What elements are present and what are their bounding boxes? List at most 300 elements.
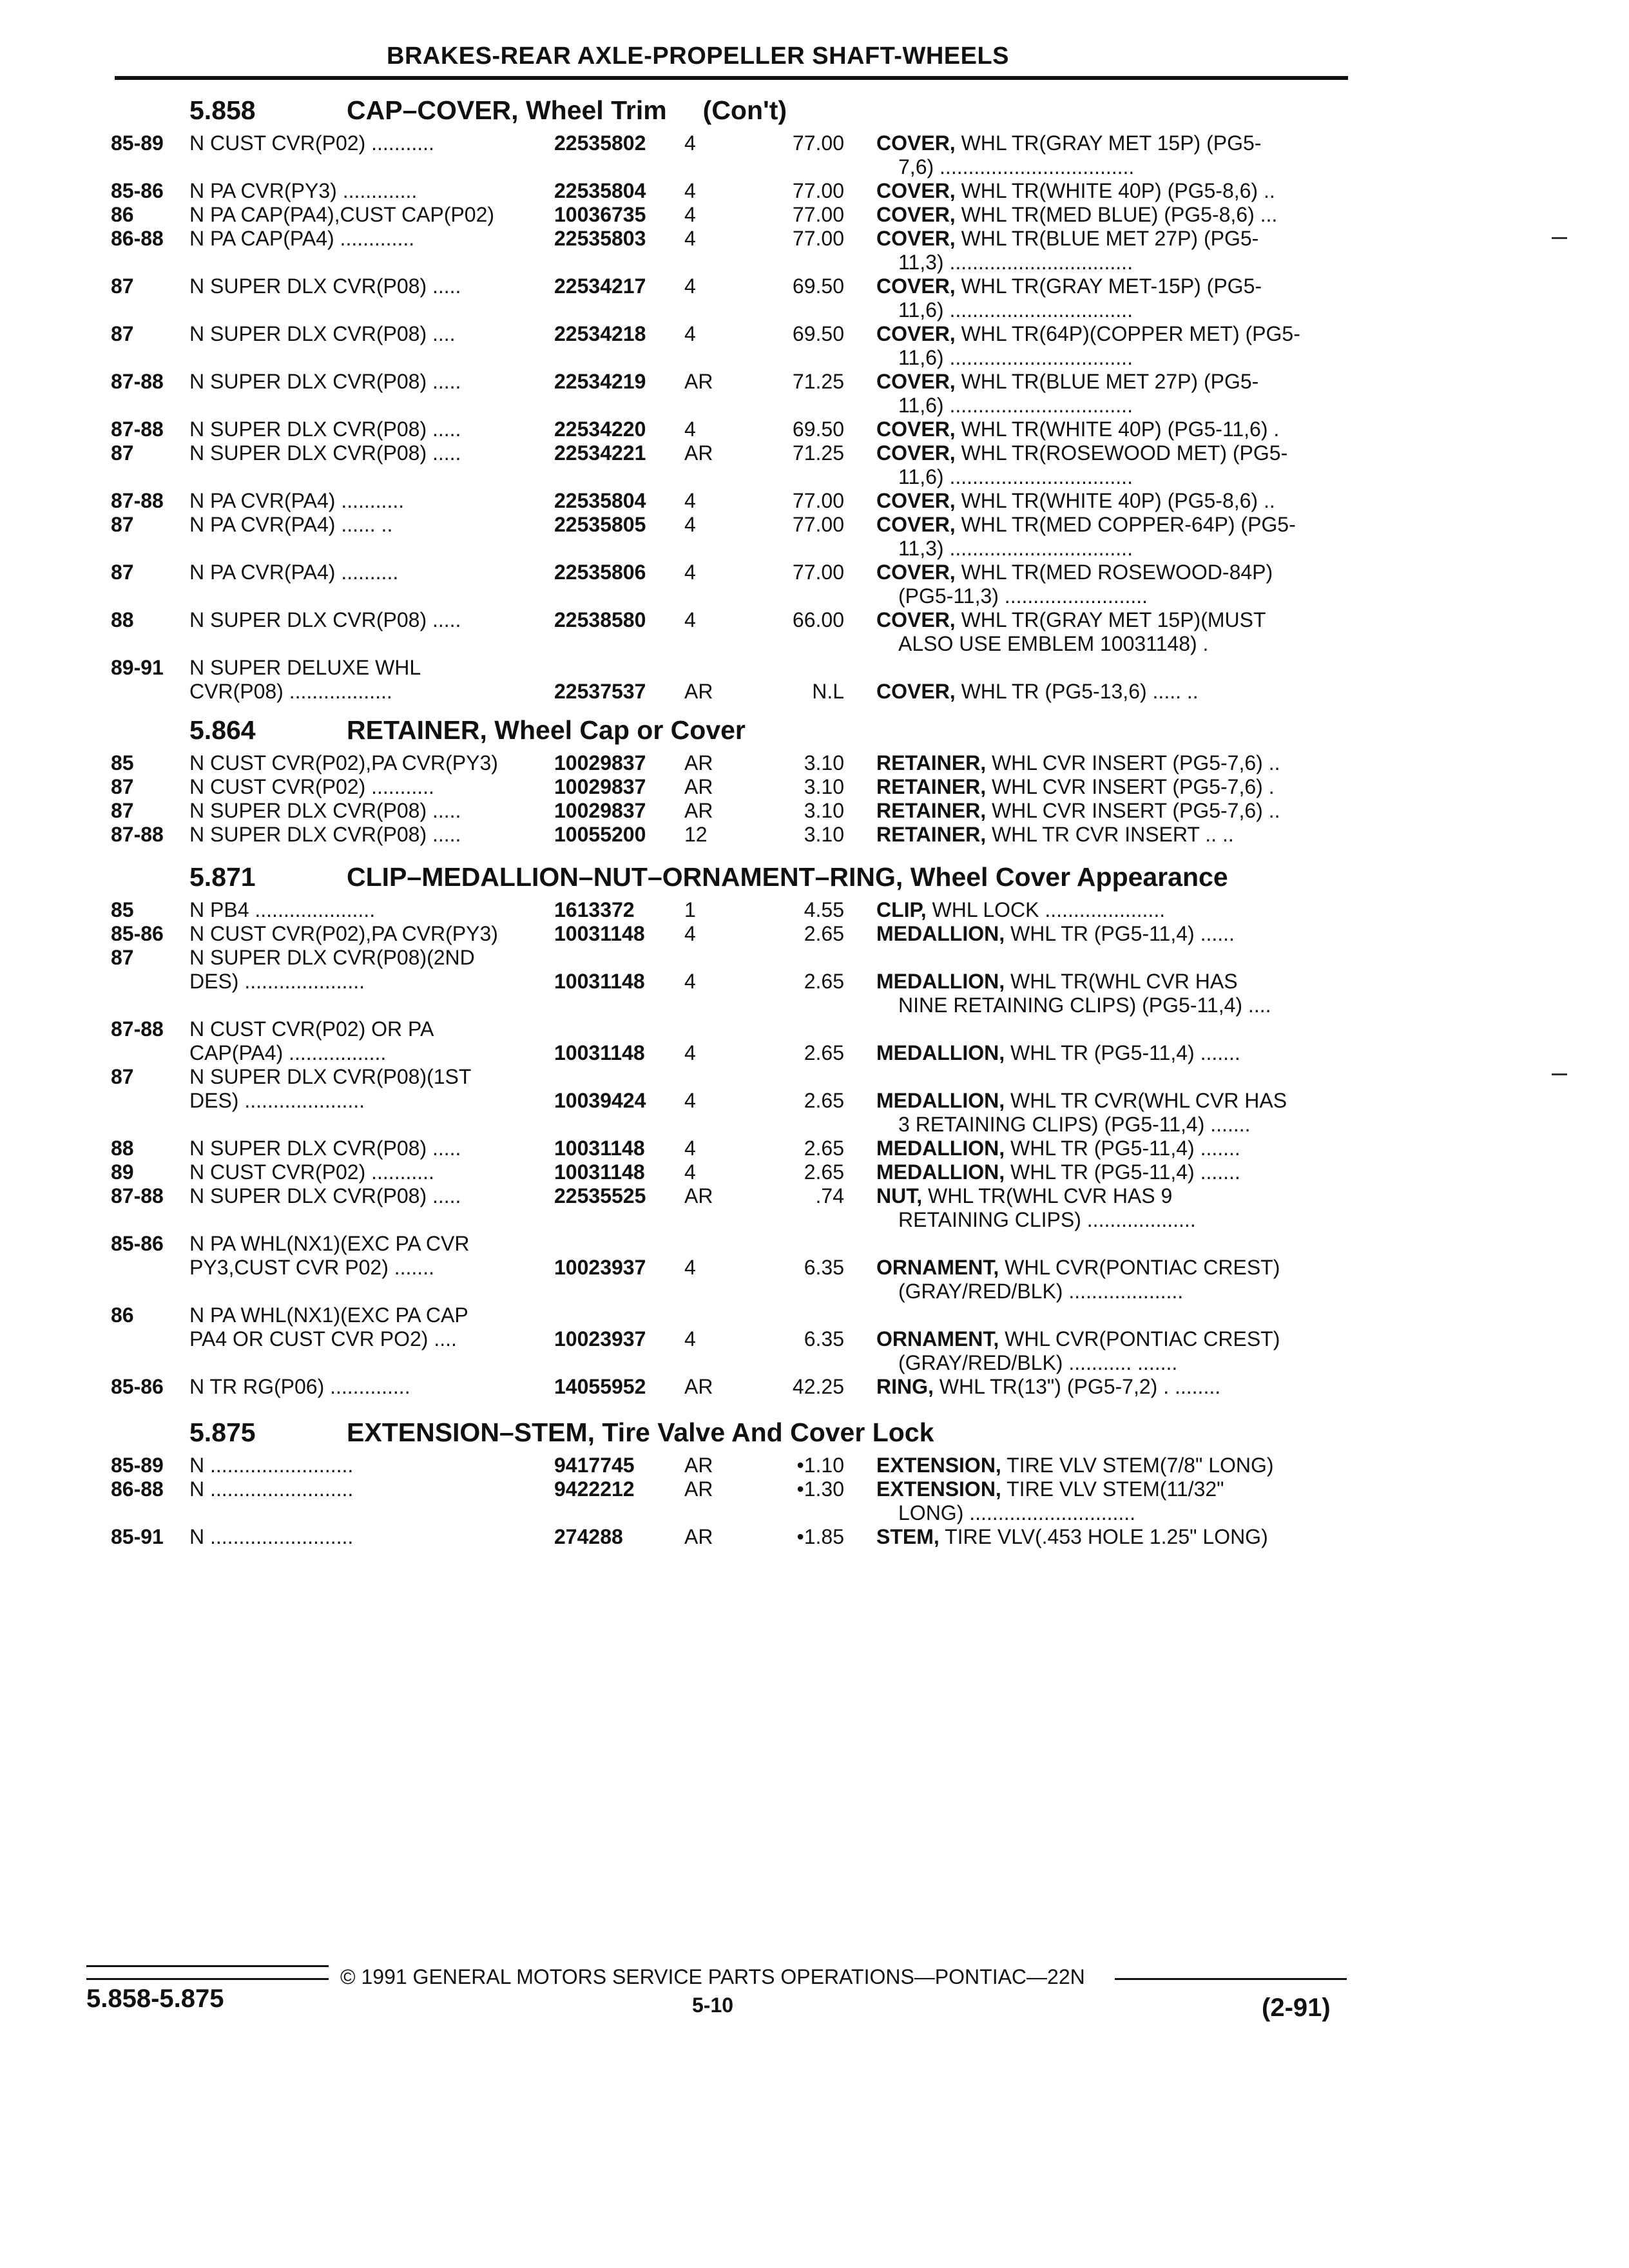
quantity: 1 <box>684 898 696 921</box>
description-continuation: (GRAY/RED/BLK) .................... <box>898 1280 1184 1303</box>
quantity: 4 <box>684 513 696 536</box>
description-text: WHL TR(BLUE MET 27P) (PG5- <box>961 370 1259 393</box>
model-years: 87 <box>111 1065 134 1088</box>
part-number: 22535802 <box>554 131 646 155</box>
quantity: AR <box>684 751 713 774</box>
price: 69.50 <box>792 322 844 345</box>
price: 3.10 <box>804 823 844 846</box>
description <box>876 227 1258 250</box>
model-years: 85-86 <box>111 922 164 945</box>
description-keyword: ORNAMENT, <box>876 1327 999 1350</box>
quantity: 4 <box>684 179 696 202</box>
description-keyword: RETAINER, <box>876 823 987 846</box>
part-number: 22534218 <box>554 322 646 345</box>
description-text: WHL TR(GRAY MET 15P) (PG5- <box>961 131 1262 155</box>
price: 6.35 <box>804 1256 844 1279</box>
model-years: 85-86 <box>111 1232 164 1255</box>
quantity: AR <box>684 1477 713 1501</box>
description-text: WHL TR (PG5-11,4) ....... <box>1010 1137 1240 1160</box>
quantity: 4 <box>684 227 696 250</box>
section-heading <box>189 1418 934 1448</box>
description-keyword: MEDALLION, <box>876 1041 1005 1064</box>
quantity: AR <box>684 775 713 798</box>
footer-page-number: 5-10 <box>692 1994 734 2017</box>
application: N PA CVR(PY3) ............. <box>189 179 418 202</box>
application: N CUST CVR(P02),PA CVR(PY3) <box>189 922 498 945</box>
description <box>876 775 1275 798</box>
footer-date: (2-91) <box>1262 1994 1331 2022</box>
description <box>876 1160 1240 1184</box>
part-number: 10031148 <box>554 970 645 993</box>
footer-copyright: © 1991 GENERAL MOTORS SERVICE PARTS OPERATIONS—PONTIAC—22N <box>340 1965 1085 1988</box>
description-keyword: COVER, <box>876 608 956 631</box>
model-years: 85-91 <box>111 1525 164 1548</box>
section-number: 5.875 <box>189 1418 256 1447</box>
price: 3.10 <box>804 799 844 822</box>
description-continuation: (PG5-11,3) ......................... <box>898 584 1148 608</box>
description-continuation: 11,3) ................................ <box>898 537 1133 560</box>
description-text: WHL CVR INSERT (PG5-7,6) .. <box>991 751 1280 774</box>
price: 77.00 <box>792 561 844 584</box>
description-keyword: ORNAMENT, <box>876 1256 999 1279</box>
application: N SUPER DLX CVR(P08)(1ST <box>189 1065 472 1088</box>
part-number: 10023937 <box>554 1256 646 1279</box>
description <box>876 1375 1220 1398</box>
description <box>876 922 1235 945</box>
description <box>876 970 1238 993</box>
description-text: WHL LOCK ..................... <box>932 898 1166 921</box>
margin-dash <box>1552 237 1567 239</box>
description-continuation: 11,6) ................................ <box>898 465 1133 488</box>
price: 6.35 <box>804 1327 844 1350</box>
description <box>876 1041 1240 1064</box>
model-years: 87 <box>111 775 134 798</box>
model-years: 86-88 <box>111 1477 164 1501</box>
section-title: EXTENSION–STEM, Tire Valve And Cover Lock <box>347 1418 934 1447</box>
model-years: 85 <box>111 898 134 921</box>
application: N ......................... <box>189 1454 354 1477</box>
part-number: 10036735 <box>554 203 646 226</box>
part-number: 22535805 <box>554 513 646 536</box>
description-text: WHL TR (PG5-13,6) ..... .. <box>961 680 1199 703</box>
quantity: AR <box>684 441 713 465</box>
application: N PA WHL(NX1)(EXC PA CAP <box>189 1303 468 1327</box>
part-number: 10055200 <box>554 823 646 846</box>
model-years: 85-89 <box>111 1454 164 1477</box>
price: 77.00 <box>792 179 844 202</box>
quantity: 4 <box>684 1327 696 1350</box>
description-keyword: RETAINER, <box>876 751 987 774</box>
description-continuation: 11,6) ................................ <box>898 394 1133 417</box>
description <box>876 513 1296 536</box>
model-years: 85-86 <box>111 179 164 202</box>
description-keyword: COVER, <box>876 203 956 226</box>
model-years: 88 <box>111 608 134 631</box>
description-continuation: 7,6) .................................. <box>898 155 1135 178</box>
description-text: WHL TR(MED COPPER-64P) (PG5- <box>961 513 1296 536</box>
price: 77.00 <box>792 203 844 226</box>
part-number: 10029837 <box>554 775 646 798</box>
footer-section-range: 5.858-5.875 <box>86 1984 224 2013</box>
quantity: 12 <box>684 823 708 846</box>
part-number: 22534221 <box>554 441 646 465</box>
application: DES) ..................... <box>189 1089 365 1112</box>
price: 2.65 <box>804 1137 844 1160</box>
description-keyword: NUT, <box>876 1184 923 1207</box>
description-keyword: EXTENSION, <box>876 1477 1001 1501</box>
description <box>876 561 1273 584</box>
price: 71.25 <box>792 441 844 465</box>
part-number: 274288 <box>554 1525 623 1548</box>
price: •1.85 <box>796 1525 844 1548</box>
quantity: 4 <box>684 203 696 226</box>
application: N PB4 ..................... <box>189 898 376 921</box>
description-keyword: COVER, <box>876 179 956 202</box>
description-keyword: COVER, <box>876 274 956 298</box>
price: 4.55 <box>804 898 844 921</box>
description-text: WHL CVR(PONTIAC CREST) <box>1005 1327 1280 1350</box>
description-text: TIRE VLV STEM(7/8" LONG) <box>1007 1454 1274 1477</box>
application: N PA CVR(PA4) ...... .. <box>189 513 393 536</box>
description <box>876 1327 1280 1350</box>
model-years: 89 <box>111 1160 134 1184</box>
footer-rule-bottom-left <box>86 1965 329 1967</box>
model-years: 87 <box>111 561 134 584</box>
price: •1.30 <box>796 1477 844 1501</box>
part-number: 10031148 <box>554 1160 645 1184</box>
application: N SUPER DELUXE WHL <box>189 656 421 679</box>
description-text: WHL TR CVR(WHL CVR HAS <box>1010 1089 1287 1112</box>
application: N CUST CVR(P02) ........... <box>189 775 434 798</box>
section-heading <box>189 95 787 126</box>
model-years: 88 <box>111 1137 134 1160</box>
price: 42.25 <box>792 1375 844 1398</box>
part-number: 22535804 <box>554 489 646 512</box>
description-text: WHL TR (PG5-11,4) ....... <box>1010 1160 1240 1184</box>
application: N SUPER DLX CVR(P08) ..... <box>189 799 461 822</box>
model-years: 87 <box>111 441 134 465</box>
quantity: AR <box>684 799 713 822</box>
part-number: 22534219 <box>554 370 646 393</box>
model-years: 87-88 <box>111 418 164 441</box>
part-number: 22537537 <box>554 680 646 703</box>
description-text: WHL TR(ROSEWOOD MET) (PG5- <box>961 441 1288 465</box>
description <box>876 131 1261 155</box>
description-text: WHL CVR INSERT (PG5-7,6) . <box>991 775 1275 798</box>
part-number: 14055952 <box>554 1375 646 1398</box>
price: .74 <box>815 1184 844 1207</box>
application: N ......................... <box>189 1477 354 1501</box>
description-text: WHL TR(WHITE 40P) (PG5-8,6) .. <box>961 489 1275 512</box>
model-years: 87-88 <box>111 1017 164 1041</box>
quantity: 4 <box>684 608 696 631</box>
part-number: 10023937 <box>554 1327 646 1350</box>
section-number: 5.871 <box>189 862 256 892</box>
description-continuation: 11,3) ................................ <box>898 251 1133 274</box>
description <box>876 799 1280 822</box>
application: N SUPER DLX CVR(P08) ..... <box>189 1137 461 1160</box>
description-keyword: EXTENSION, <box>876 1454 1001 1477</box>
model-years: 87-88 <box>111 823 164 846</box>
section-continued: (Con't) <box>702 95 787 125</box>
margin-dash <box>1552 1073 1567 1075</box>
price: 71.25 <box>792 370 844 393</box>
description-keyword: MEDALLION, <box>876 1137 1005 1160</box>
quantity: 4 <box>684 970 696 993</box>
part-number: 10031148 <box>554 1041 645 1064</box>
description <box>876 203 1277 226</box>
description-continuation: 11,6) ................................ <box>898 346 1133 369</box>
quantity: AR <box>684 1375 713 1398</box>
application: N TR RG(P06) .............. <box>189 1375 410 1398</box>
description-continuation: 3 RETAINING CLIPS) (PG5-11,4) ....... <box>898 1113 1251 1136</box>
application: PA4 OR CUST CVR PO2) .... <box>189 1327 457 1350</box>
description-continuation: (GRAY/RED/BLK) ........... ....... <box>898 1351 1178 1374</box>
price: 69.50 <box>792 418 844 441</box>
part-number: 9422212 <box>554 1477 635 1501</box>
quantity: AR <box>684 370 713 393</box>
description-keyword: COVER, <box>876 418 956 441</box>
description-text: WHL TR(WHITE 40P) (PG5-8,6) .. <box>961 179 1275 202</box>
description-keyword: COVER, <box>876 561 956 584</box>
price: 2.65 <box>804 1160 844 1184</box>
model-years: 86 <box>111 203 134 226</box>
description-keyword: COVER, <box>876 131 956 155</box>
part-number: 10029837 <box>554 799 646 822</box>
description <box>876 751 1280 774</box>
price: 66.00 <box>792 608 844 631</box>
part-number: 22538580 <box>554 608 646 631</box>
section-number: 5.864 <box>189 715 256 745</box>
description-keyword: COVER, <box>876 370 956 393</box>
quantity: 4 <box>684 561 696 584</box>
description <box>876 322 1300 345</box>
quantity: 4 <box>684 489 696 512</box>
description-keyword: STEM, <box>876 1525 940 1548</box>
description-keyword: RING, <box>876 1375 934 1398</box>
description-text: WHL CVR INSERT (PG5-7,6) .. <box>991 799 1280 822</box>
description-text: TIRE VLV STEM(11/32" <box>1007 1477 1224 1501</box>
description-text: WHL CVR(PONTIAC CREST) <box>1005 1256 1280 1279</box>
section-title: CAP–COVER, Wheel Trim <box>347 95 667 125</box>
description <box>876 179 1275 202</box>
application: N SUPER DLX CVR(P08) ..... <box>189 274 461 298</box>
description <box>876 680 1199 703</box>
description <box>876 418 1279 441</box>
part-number: 1613372 <box>554 898 635 921</box>
application: N ......................... <box>189 1525 354 1548</box>
part-number: 22534217 <box>554 274 646 298</box>
model-years: 87 <box>111 322 134 345</box>
application: N CUST CVR(P02) ........... <box>189 131 434 155</box>
description-keyword: COVER, <box>876 680 956 703</box>
application: N PA CVR(PA4) ........... <box>189 489 405 512</box>
quantity: 4 <box>684 1041 696 1064</box>
price: 77.00 <box>792 513 844 536</box>
description <box>876 1184 1172 1207</box>
application: N SUPER DLX CVR(P08) ..... <box>189 823 461 846</box>
description <box>876 1137 1240 1160</box>
quantity: 4 <box>684 322 696 345</box>
application: CVR(P08) .................. <box>189 680 392 703</box>
description <box>876 1454 1274 1477</box>
description <box>876 823 1234 846</box>
application: PY3,CUST CVR P02) ....... <box>189 1256 434 1279</box>
model-years: 85-86 <box>111 1375 164 1398</box>
model-years: 86 <box>111 1303 134 1327</box>
description-keyword: COVER, <box>876 513 956 536</box>
part-number: 10031148 <box>554 1137 645 1160</box>
application: N SUPER DLX CVR(P08) ..... <box>189 370 461 393</box>
price: 2.65 <box>804 1041 844 1064</box>
part-number: 22535806 <box>554 561 646 584</box>
application: N PA CAP(PA4) ............. <box>189 227 415 250</box>
footer-rule-left <box>86 1978 329 1980</box>
description-text: WHL TR (PG5-11,4) ....... <box>1010 1041 1240 1064</box>
application: N CUST CVR(P02) OR PA <box>189 1017 434 1041</box>
description <box>876 898 1165 921</box>
price: 3.10 <box>804 775 844 798</box>
section-heading <box>189 715 746 745</box>
description-keyword: MEDALLION, <box>876 970 1005 993</box>
description <box>876 608 1266 631</box>
application: N PA CVR(PA4) .......... <box>189 561 399 584</box>
model-years: 87-88 <box>111 370 164 393</box>
application: N CUST CVR(P02),PA CVR(PY3) <box>189 751 498 774</box>
footer-rule-right <box>1115 1978 1347 1980</box>
application: DES) ..................... <box>189 970 365 993</box>
description-continuation: LONG) ............................. <box>898 1501 1136 1524</box>
description-continuation: NINE RETAINING CLIPS) (PG5-11,4) .... <box>898 994 1271 1017</box>
description-text: WHL TR(64P)(COPPER MET) (PG5- <box>961 322 1300 345</box>
part-number: 9417745 <box>554 1454 635 1477</box>
description <box>876 1477 1224 1501</box>
description-keyword: MEDALLION, <box>876 1089 1005 1112</box>
section-title: RETAINER, Wheel Cap or Cover <box>347 715 746 745</box>
quantity: 4 <box>684 1160 696 1184</box>
application: N PA WHL(NX1)(EXC PA CVR <box>189 1232 470 1255</box>
description-text: WHL TR(13") (PG5-7,2) . ........ <box>939 1375 1221 1398</box>
description-text: WHL TR(GRAY MET 15P)(MUST <box>961 608 1266 631</box>
description-text: WHL TR(WHITE 40P) (PG5-11,6) . <box>961 418 1280 441</box>
quantity: 4 <box>684 418 696 441</box>
description <box>876 1256 1280 1279</box>
model-years: 87 <box>111 513 134 536</box>
section-heading <box>189 862 1228 892</box>
application: CAP(PA4) ................. <box>189 1041 387 1064</box>
description-text: WHL TR (PG5-11,4) ...... <box>1010 922 1235 945</box>
price: 2.65 <box>804 922 844 945</box>
part-number: 10039424 <box>554 1089 646 1112</box>
quantity: 4 <box>684 1089 696 1112</box>
application: N PA CAP(PA4),CUST CAP(P02) <box>189 203 495 226</box>
description-text: WHL TR(BLUE MET 27P) (PG5- <box>961 227 1259 250</box>
description-keyword: MEDALLION, <box>876 1160 1005 1184</box>
description-text: WHL TR(MED ROSEWOOD-84P) <box>961 561 1273 584</box>
application: N SUPER DLX CVR(P08)(2ND <box>189 946 475 969</box>
description-keyword: COVER, <box>876 322 956 345</box>
page-header-title: BRAKES-REAR AXLE-PROPELLER SHAFT-WHEELS <box>387 43 1010 70</box>
quantity: AR <box>684 1454 713 1477</box>
application: N SUPER DLX CVR(P08) ..... <box>189 608 461 631</box>
description <box>876 370 1258 393</box>
quantity: AR <box>684 680 713 703</box>
description-keyword: MEDALLION, <box>876 922 1005 945</box>
description-text: WHL TR(WHL CVR HAS 9 <box>928 1184 1173 1207</box>
application: N SUPER DLX CVR(P08) ..... <box>189 1184 461 1207</box>
model-years: 87 <box>111 799 134 822</box>
price: •1.10 <box>796 1454 844 1477</box>
description <box>876 274 1262 298</box>
price: 2.65 <box>804 1089 844 1112</box>
section-number: 5.858 <box>189 95 256 125</box>
description-keyword: RETAINER, <box>876 775 987 798</box>
application: N CUST CVR(P02) ........... <box>189 1160 434 1184</box>
quantity: AR <box>684 1184 713 1207</box>
model-years: 89-91 <box>111 656 164 679</box>
application: N SUPER DLX CVR(P08) ..... <box>189 418 461 441</box>
description-text: WHL TR(MED BLUE) (PG5-8,6) ... <box>961 203 1278 226</box>
description <box>876 1089 1287 1112</box>
quantity: 4 <box>684 131 696 155</box>
price: 2.65 <box>804 970 844 993</box>
part-number: 22534220 <box>554 418 646 441</box>
model-years: 86-88 <box>111 227 164 250</box>
description-text: WHL TR CVR INSERT .. .. <box>991 823 1234 846</box>
price: 77.00 <box>792 227 844 250</box>
quantity: 4 <box>684 1256 696 1279</box>
description-continuation: RETAINING CLIPS) ................... <box>898 1208 1196 1231</box>
section-title: CLIP–MEDALLION–NUT–ORNAMENT–RING, Wheel Cover Appearance <box>347 862 1228 892</box>
application: N SUPER DLX CVR(P08) ..... <box>189 441 461 465</box>
description-keyword: RETAINER, <box>876 799 987 822</box>
description-text: WHL TR(WHL CVR HAS <box>1010 970 1238 993</box>
description-keyword: COVER, <box>876 489 956 512</box>
quantity: 4 <box>684 1137 696 1160</box>
header-rule <box>115 76 1348 80</box>
model-years: 87-88 <box>111 1184 164 1207</box>
quantity: AR <box>684 1525 713 1548</box>
price: 77.00 <box>792 489 844 512</box>
model-years: 87 <box>111 274 134 298</box>
part-number: 22535803 <box>554 227 646 250</box>
description-text: WHL TR(GRAY MET-15P) (PG5- <box>961 274 1262 298</box>
description-text: TIRE VLV(.453 HOLE 1.25" LONG) <box>945 1525 1268 1548</box>
quantity: 4 <box>684 922 696 945</box>
description-continuation: 11,6) ................................ <box>898 298 1133 322</box>
part-number: 22535525 <box>554 1184 646 1207</box>
price: N.L <box>812 680 844 703</box>
price: 77.00 <box>792 131 844 155</box>
model-years: 87 <box>111 946 134 969</box>
price: 69.50 <box>792 274 844 298</box>
part-number: 10029837 <box>554 751 646 774</box>
description <box>876 441 1287 465</box>
description-keyword: COVER, <box>876 441 956 465</box>
model-years: 87-88 <box>111 489 164 512</box>
quantity: 4 <box>684 274 696 298</box>
model-years: 85-89 <box>111 131 164 155</box>
description <box>876 489 1275 512</box>
part-number: 22535804 <box>554 179 646 202</box>
price: 3.10 <box>804 751 844 774</box>
part-number: 10031148 <box>554 922 645 945</box>
description-continuation: ALSO USE EMBLEM 10031148) . <box>898 632 1209 655</box>
model-years: 85 <box>111 751 134 774</box>
description <box>876 1525 1268 1548</box>
description-keyword: COVER, <box>876 227 956 250</box>
description-keyword: CLIP, <box>876 898 927 921</box>
